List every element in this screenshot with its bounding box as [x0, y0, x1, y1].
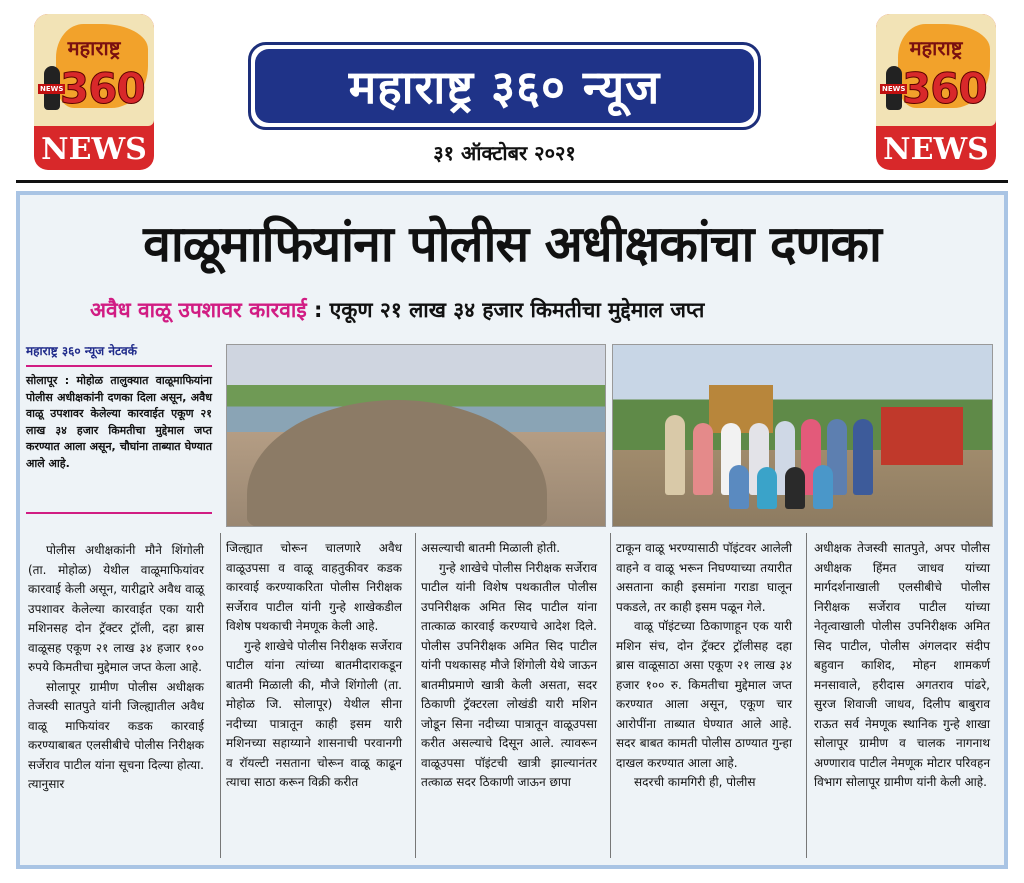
logo-state-text: महाराष्ट्र: [67, 36, 121, 60]
subhead-rest: : एकूण २१ लाख ३४ हजार किमतीचा मुद्देमाल जप्त: [313, 298, 705, 322]
person-figure: [813, 465, 833, 509]
person-figure: [665, 415, 685, 495]
header-divider: [16, 180, 1008, 183]
tractor-shape: [881, 407, 963, 465]
paragraph: सदरची कामगिरी ही, पोलीस: [634, 775, 756, 789]
person-figure: [757, 467, 777, 509]
logo-news-word: NEWS: [41, 132, 147, 167]
article-column-5: [814, 539, 990, 793]
mic-badge: NEWS: [882, 85, 906, 93]
brand-logo-right: [876, 14, 996, 170]
column-rule: [220, 533, 221, 858]
masthead-title: महाराष्ट्र ३६० न्यूज: [255, 49, 754, 123]
person-figure: [785, 467, 805, 509]
logo-state-text: महाराष्ट्र: [909, 36, 963, 60]
article-column-1: [28, 541, 204, 795]
masthead: [248, 42, 761, 130]
subhead-highlight: अवैध वाळू उपशावर कारवाई: [90, 298, 307, 322]
photo-sand-pile: [226, 344, 606, 527]
paragraph: अधीक्षक तेजस्वी सातपुते, अपर पोलीस अधीक्षक हिंमत जाधव यांच्या मार्गदर्शनाखाली एलसीबीचे पोलीस निरीक्षक सर्जेराव पाटील यांच्या नेतृत्वाखाली पोलीस उपनिरीक्षक अमित सिद पाटील, पोलीस अंगलदार संदीप बहुवान काशिद, मोहन शामकर्ण मनसावाले, हरीदास अगतराव पांढरे, सुरज शिवाजी जाधव, दिलीप बाबुराव राऊत सर्व नेमणूक स्थानिक गुन्हे शाखा सोलापूर ग्रामीण व चालक नागनाथ अण्णाराव पाटील नेमणूक मोटार परिवहन विभाग सोलापूर ग्रामीण यांनी केली आहे.: [814, 541, 990, 789]
article-column-4: [616, 539, 792, 793]
brand-logo-left: [34, 14, 154, 170]
photo-seized-tractors: [612, 344, 993, 527]
person-figure: [853, 419, 873, 495]
paragraph: वाळू पॉइंटच्या ठिकाणाहून एक यारी मशिन संच, दोन ट्रॅक्टर ट्रॉलीसह दहा ब्रास वाळूसाठा असा एकूण २१ लाख ३४ हजार १०० रु. किमतीचा मुद्देमाल जप्त करण्यात आला असून, एकूण चार आरोपींना ताब्यात घेण्यात आले आहे. सदर बाबत कामती पोलीस ठाण्यात गुन्हा दाखल करण्यात आला आहे.: [616, 619, 792, 770]
column-rule: [415, 533, 416, 858]
paragraph: पोलीस अधीक्षकांनी मौने शिंगोली (ता. मोहोळ) येथील वाळूमाफियांवर कारवाई केली असून, यारीद्वारे अवैध वाळू उपशावर केलेल्या कारवाईत एका यारी मशिनसह दोन ट्रॅक्टर ट्रॉली, दहा ब्रास वाळूसह एकूण २१ लाख ३४ हजार १०० रुपये किमतीचा मुद्देमाल जप्त केला आहे.: [28, 543, 204, 674]
column-rule: [610, 533, 611, 858]
paragraph: असल्याची बातमी मिळाली होती.: [421, 541, 561, 555]
article-subheadline: [90, 296, 950, 324]
mic-badge: NEWS: [40, 85, 64, 93]
summary-box: [26, 342, 212, 505]
logo-number: 360: [60, 64, 145, 113]
logo-news-word: NEWS: [883, 132, 989, 167]
summary-bottom-rule: [26, 512, 212, 514]
article-headline: वाळूमाफियांना पोलीस अधीक्षकांचा दणका: [143, 215, 881, 273]
article-column-3: [421, 539, 597, 793]
paragraph: टाकून वाळू भरण्यासाठी पॉइंटवर आलेली वाहने व वाळू भरून निघण्याच्या तयारीत असताना काही इसमांना गराडा घालून पकडले, तर काही इसम पळून गेले.: [616, 541, 792, 614]
column-rule: [806, 533, 807, 858]
paragraph: सोलापूर ग्रामीण पोलीस अधीक्षक तेजस्वी सातपुते यांनी जिल्ह्यातील अवैध वाळू माफियांवर कडक कारवाई करण्याबाबत एलसीबीचे पोलीस निरीक्षक सर्जेराव पाटील यांना सूचना दिल्या होत्या. त्यानुसार: [28, 679, 204, 791]
logo-number: 360: [902, 64, 987, 113]
person-figure: [693, 423, 713, 495]
paragraph: गुन्हे शाखेचे पोलीस निरीक्षक सर्जेराव पाटील यांना त्यांच्या बातमीदाराकडून बातमी मिळाली की, मौजे शिंगोली (ता. मोहोळ जि. सोलापूर) येथील सीना नदीच्या पात्रातून काही इसम यारी मशिनच्या सहाय्याने शासनाची परवानगी व रॉयल्टी नसताना चोरून वाळू काढून त्याचा साठा करून विक्री करीत: [226, 638, 402, 789]
summary-text: सोलापूर : मोहोळ तालुक्यात वाळूमाफियांना पोलीस अधीक्षकांनी दणका दिला असून, अवैध वाळू उपशावर केलेल्या कारवाईत एकूण २१ लाख ३४ हजार किमतीचा मुद्देमाल जप्त करण्यात आला असून, चौघांना ताब्यात घेण्यात आले आहे.: [26, 374, 212, 470]
paragraph: गुन्हे शाखेचे पोलीस निरीक्षक सर्जेराव पाटील यांनी विशेष पथकातील पोलीस उपनिरीक्षक अमित सिद पाटील यांना तात्काळ कारवाई करण्याचे आदेश दिले. पोलीस उपनिरीक्षक अमित सिद पाटील यांनी पथकासह मौजे शिंगोली येथे जाऊन बातमीप्रमाणे खात्री केली असता, सदर ठिकाणी ट्रॅक्टरला लोखंडी यारी मशिन जोडून सिना नदीच्या पात्रातून वाळूउपसा करीत असल्याचे दिसून आले. त्यावरून वाळूउपसा पॉइंटची खात्री झाल्यानंतर तत्काळ सदर ठिकाणी जाऊन छापा: [421, 560, 597, 789]
article-column-2: [226, 539, 402, 793]
sand-pile-shape: [247, 400, 547, 527]
paragraph: जिल्ह्यात चोरून चालणारे अवैध वाळूउपसा व वाळू वाहतुकीवर कडक कारवाई करण्याकरिता पोलीस निरीक्षक सर्जेराव पाटील यांनी गुन्हे शाखेकडील विशेष पथकाची नेमणूक केली आहे.: [226, 541, 402, 633]
byline: महाराष्ट्र ३६० न्यूज नेटवर्क: [26, 344, 137, 358]
person-figure: [729, 465, 749, 509]
byline-rule: [26, 365, 212, 367]
publication-date: ३१ ऑक्टोबर २०२१: [433, 141, 576, 165]
